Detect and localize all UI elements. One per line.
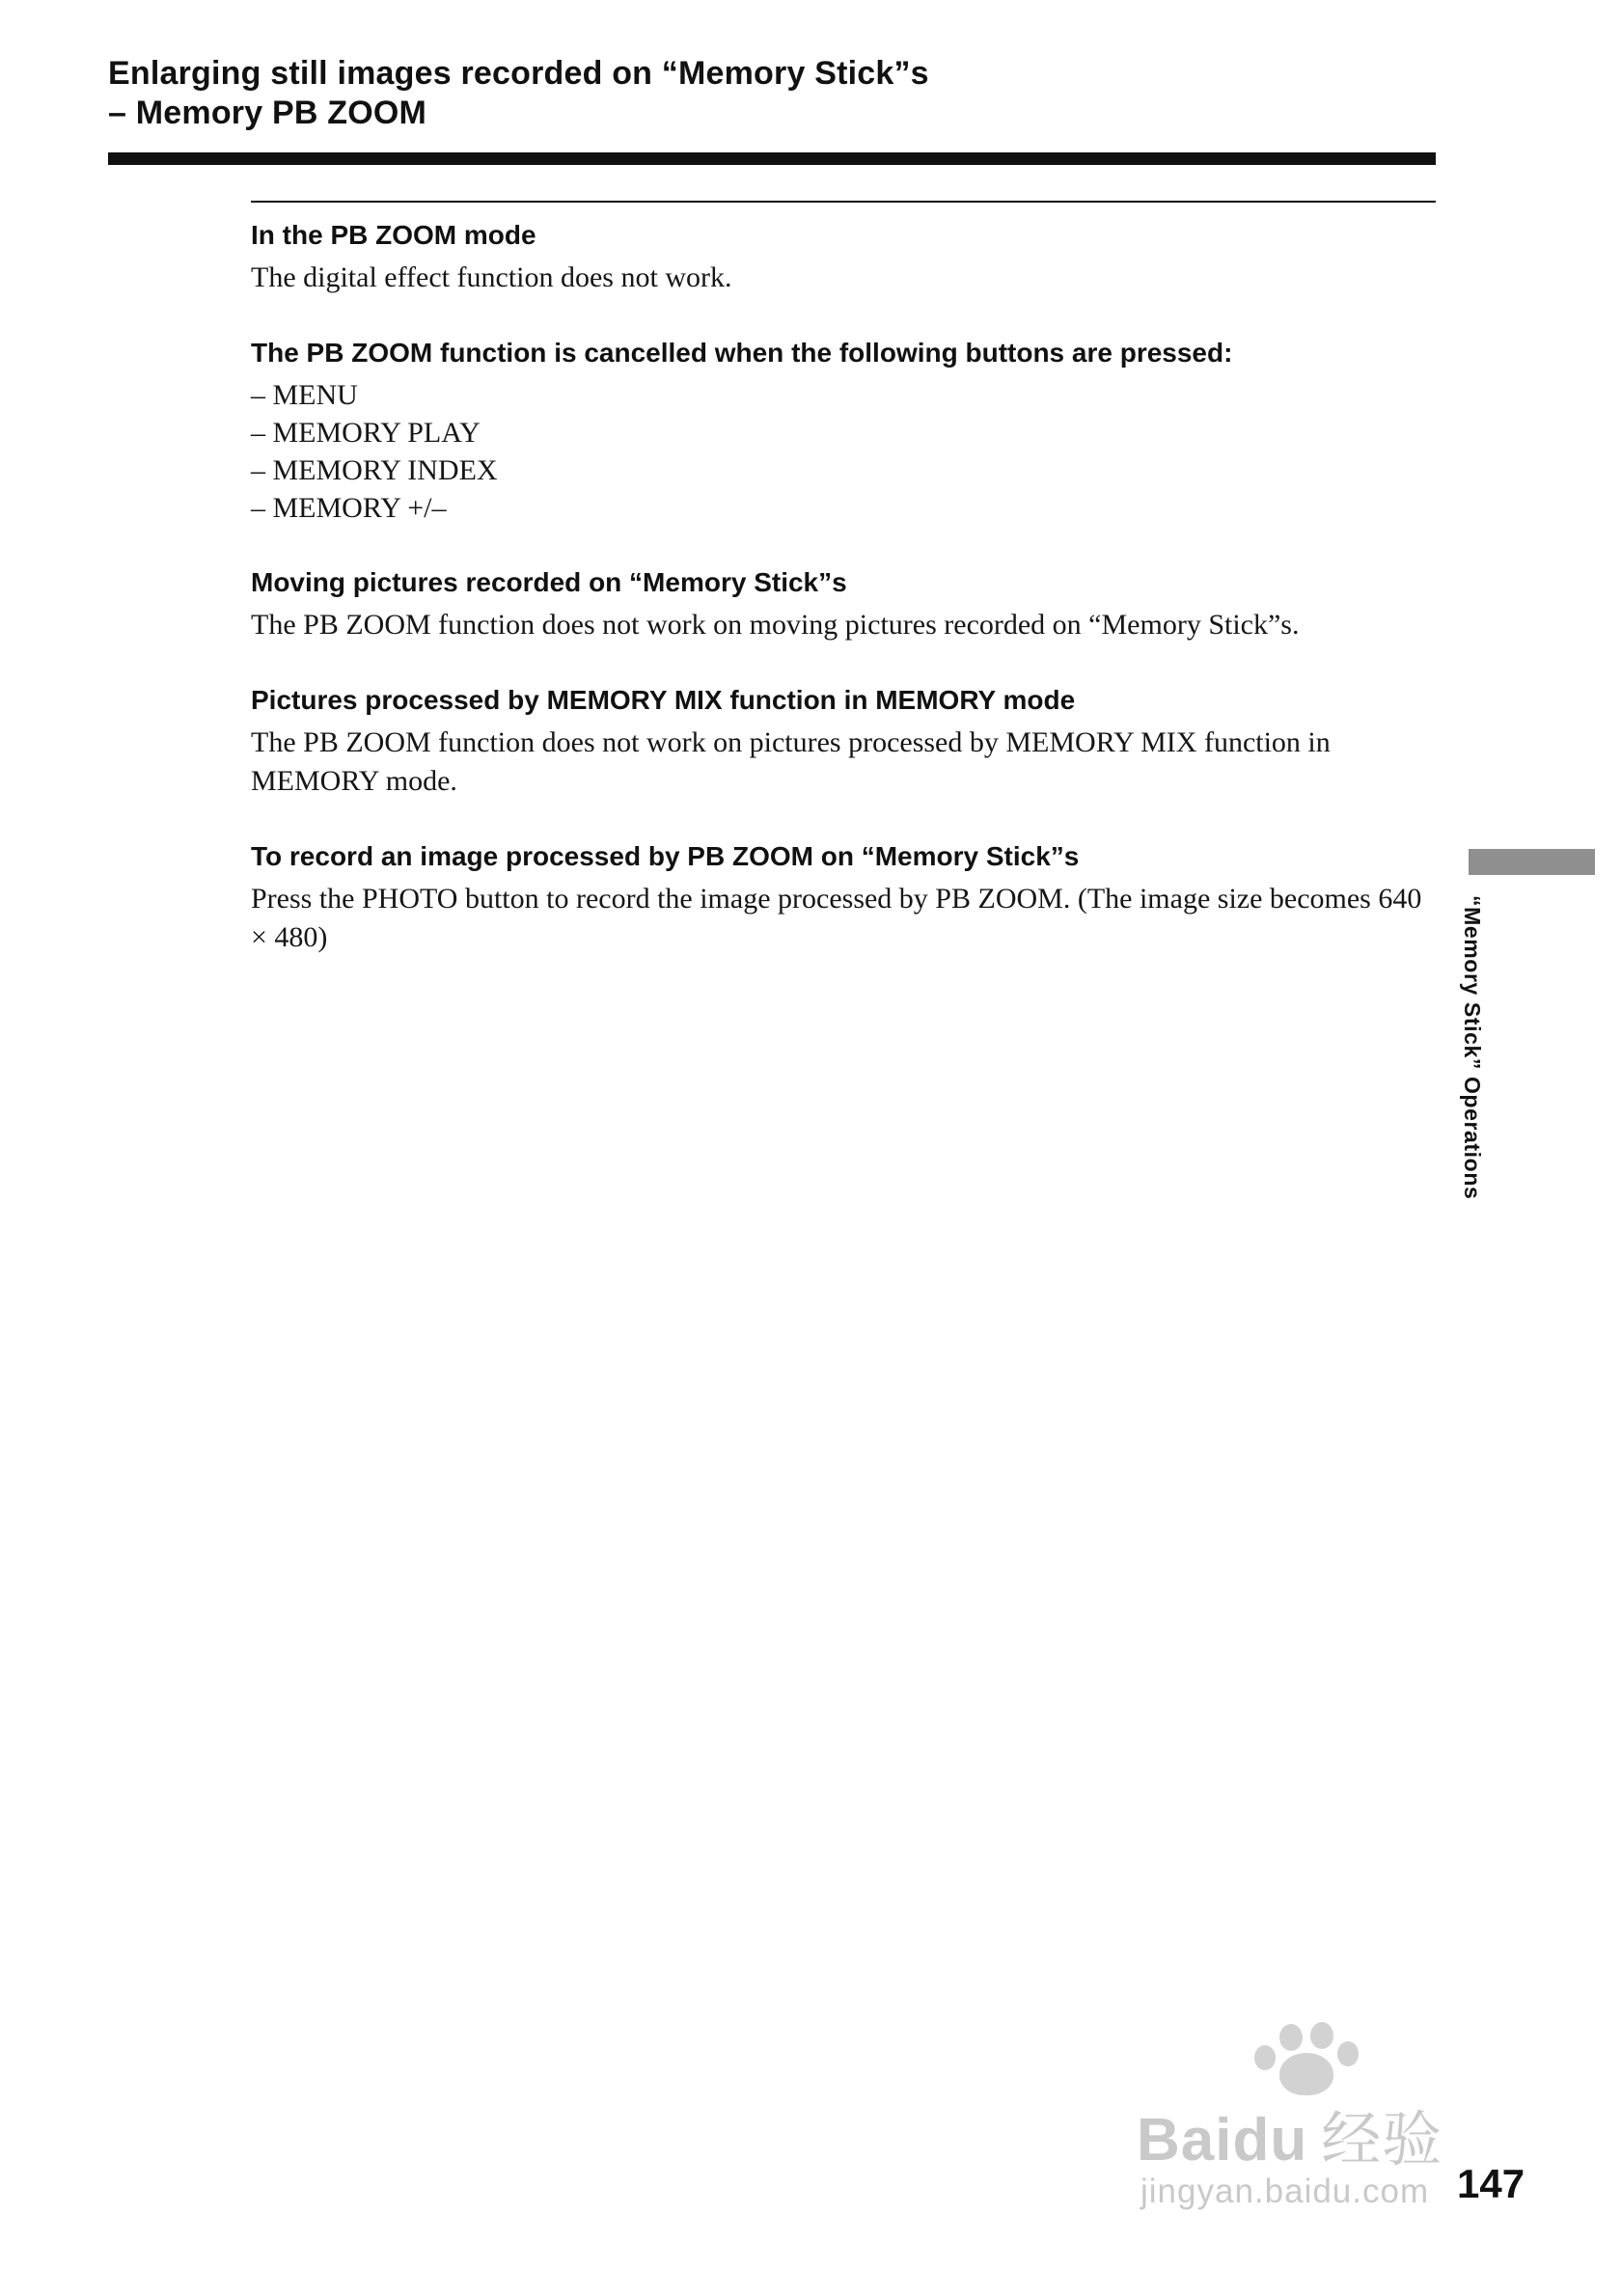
section-heading: Moving pictures recorded on “Memory Stick”s xyxy=(251,567,847,597)
paw-toe-icon xyxy=(1254,2045,1276,2070)
main-content xyxy=(251,201,1436,996)
section-record-image xyxy=(251,839,1436,957)
section-body: The digital effect function does not work. xyxy=(251,261,732,293)
list-item: – MEMORY +/– xyxy=(251,492,447,524)
section-heading: The PB ZOOM function is cancelled when the following buttons are pressed: xyxy=(251,338,1233,368)
section-heading: Pictures processed by MEMORY MIX function in MEMORY mode xyxy=(251,685,1076,715)
list-item: – MEMORY INDEX xyxy=(251,454,498,486)
chapter-tab-bar xyxy=(1469,849,1595,875)
watermark-url: jingyan.baidu.com xyxy=(1140,2173,1430,2210)
chapter-sidebar-label: “Memory Stick” Operations xyxy=(1460,895,1485,1200)
list-item: – MEMORY PLAY xyxy=(251,417,481,449)
section-body: The PB ZOOM function does not work on moving pictures recorded on “Memory Stick”s. xyxy=(251,609,1300,641)
section-memory-mix xyxy=(251,683,1436,801)
section-cancel-buttons xyxy=(251,336,1436,527)
baidu-paw-icon xyxy=(1254,2022,1360,2099)
page-title-line-2: – Memory PB ZOOM xyxy=(108,95,427,131)
paw-toe-icon xyxy=(1279,2024,1303,2051)
paw-toe-icon xyxy=(1310,2022,1333,2049)
section-heading: In the PB ZOOM mode xyxy=(251,220,536,250)
page-number: 147 xyxy=(1457,2161,1525,2206)
watermark-brand-cn: 经验 xyxy=(1321,2107,1443,2173)
section-moving-pictures xyxy=(251,565,1436,644)
section-heading: To record an image processed by PB ZOOM on “Memory Stick”s xyxy=(251,841,1080,871)
watermark-brand-en: Baidu xyxy=(1137,2107,1308,2173)
paw-palm-icon xyxy=(1279,2053,1333,2095)
paw-toe-icon xyxy=(1337,2041,1359,2066)
cancel-buttons-list xyxy=(251,376,1436,527)
section-body: Press the PHOTO button to record the image processed by PB ZOOM. (The image size becomes 640 × 480) xyxy=(251,883,1422,953)
title-divider-rule xyxy=(108,152,1436,165)
section-divider-rule xyxy=(251,201,1436,203)
page-title xyxy=(108,54,929,133)
page-title-line-1: Enlarging still images recorded on “Memory Stick”s xyxy=(108,55,929,92)
list-item: – MENU xyxy=(251,379,358,411)
watermark-brand xyxy=(1137,2091,1442,2177)
section-pb-zoom-mode xyxy=(251,218,1436,297)
section-body: The PB ZOOM function does not work on pictures processed by MEMORY MIX function in MEMORY mode. xyxy=(251,726,1331,797)
